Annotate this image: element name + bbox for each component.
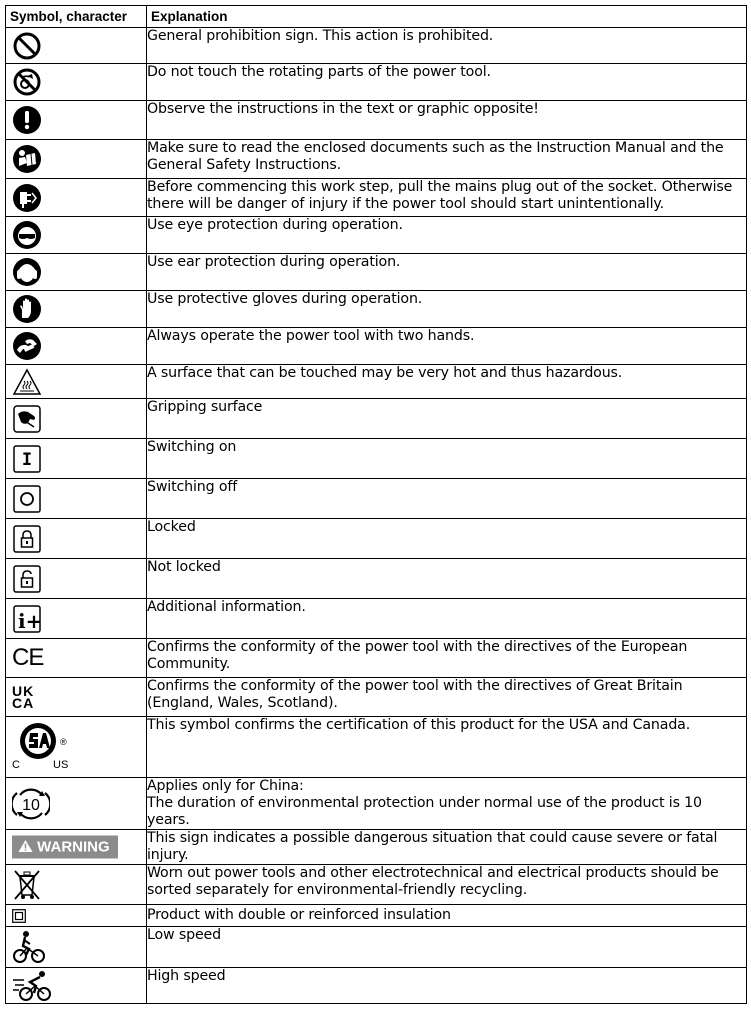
ukca-top: UK <box>12 683 35 699</box>
table-row <box>6 291 747 328</box>
symbol-cell <box>6 968 147 1004</box>
symbol-cell <box>6 399 147 439</box>
explanation-cell: High speed <box>147 968 747 1004</box>
table-row <box>6 968 747 1004</box>
csa-c-label: C <box>12 759 20 771</box>
explanation-cell: Not locked <box>147 559 747 599</box>
china-efup-10-icon <box>12 785 50 823</box>
warning-triangle-icon <box>18 840 33 853</box>
china-line-1: Applies only for China: <box>147 778 304 794</box>
explanation-cell: Additional information. <box>147 599 747 639</box>
table-row <box>6 254 747 291</box>
table-header-row <box>6 6 747 28</box>
explanation-cell: Product with double or reinforced insulation <box>147 905 747 927</box>
symbol-cell <box>6 778 147 830</box>
symbol-cell <box>6 717 147 778</box>
explanation-cell: Worn out power tools and other electrotechnical and electrical products should be sorted separately for environmental-friendly recycling. <box>147 865 747 905</box>
symbol-legend-table <box>5 5 747 1004</box>
symbol-cell <box>6 519 147 559</box>
ear-protection-icon <box>12 257 42 287</box>
svg-text:10: 10 <box>22 796 40 814</box>
explanation-cell: Observe the instructions in the text or graphic opposite! <box>147 101 747 140</box>
no-touch-rotating-parts-icon <box>12 67 42 97</box>
exclamation-mandatory-icon <box>12 105 42 135</box>
additional-info-icon <box>12 604 42 634</box>
table-row <box>6 328 747 365</box>
symbol-cell <box>6 365 147 399</box>
table-row <box>6 559 747 599</box>
protective-gloves-icon <box>12 294 42 324</box>
two-hands-icon <box>12 331 42 361</box>
table-row <box>6 179 747 217</box>
header-symbol: Symbol, character <box>6 6 147 28</box>
explanation-cell: This sign indicates a possible dangerous situation that could cause severe or fatal injury. <box>147 830 747 865</box>
explanation-cell: Use eye protection during operation. <box>147 217 747 254</box>
csa-mark-icon <box>10 721 70 773</box>
table-row <box>6 479 747 519</box>
hot-surface-icon <box>12 368 42 396</box>
locked-icon <box>12 524 42 554</box>
symbol-cell <box>6 101 147 140</box>
unlocked-icon <box>12 564 42 594</box>
symbol-cell <box>6 439 147 479</box>
table-row <box>6 64 747 101</box>
symbol-cell <box>6 28 147 64</box>
table-row <box>6 905 747 927</box>
csa-us-label: US <box>53 759 69 771</box>
explanation-cell: Before commencing this work step, pull the mains plug out of the socket. Otherwise there will be danger of injury if the power tool should start unintentionally. <box>147 179 747 217</box>
table-row <box>6 399 747 439</box>
warning-label: WARNING <box>37 838 110 856</box>
symbol-cell <box>6 559 147 599</box>
svg-text:i+: i+ <box>18 608 42 633</box>
high-speed-icon <box>12 970 52 1002</box>
symbol-cell <box>6 927 147 968</box>
symbol-cell <box>6 254 147 291</box>
symbol-cell <box>6 599 147 639</box>
csa-registered: ® <box>60 737 67 747</box>
warning-badge-icon <box>12 836 118 859</box>
symbol-cell <box>6 140 147 179</box>
table-row <box>6 365 747 399</box>
svg-text:I: I <box>21 449 33 470</box>
symbol-cell <box>6 291 147 328</box>
explanation-cell: Confirms the conformity of the power tool with the directives of Great Britain (England, Wales, Scotland). <box>147 678 747 717</box>
table-row <box>6 717 747 778</box>
symbol-cell <box>6 479 147 519</box>
table-row <box>6 101 747 140</box>
table-row <box>6 927 747 968</box>
explanation-cell: General prohibition sign. This action is prohibited. <box>147 28 747 64</box>
explanation-cell: Use ear protection during operation. <box>147 254 747 291</box>
explanation-cell: Switching on <box>147 439 747 479</box>
switch-on-icon <box>12 444 42 474</box>
explanation-cell: Switching off <box>147 479 747 519</box>
explanation-cell: Confirms the conformity of the power tool with the directives of the European Community. <box>147 639 747 678</box>
table-row <box>6 439 747 479</box>
unplug-mains-icon <box>12 183 42 213</box>
symbol-cell <box>6 179 147 217</box>
table-row <box>6 865 747 905</box>
explanation-cell: Locked <box>147 519 747 559</box>
symbol-cell <box>6 639 147 678</box>
explanation-cell: This symbol confirms the certification of this product for the USA and Canada. <box>147 717 747 778</box>
symbol-cell <box>6 678 147 717</box>
symbol-cell <box>6 865 147 905</box>
table-row <box>6 639 747 678</box>
table-row <box>6 678 747 717</box>
general-prohibition-icon <box>12 31 42 61</box>
explanation-cell: Low speed <box>147 927 747 968</box>
explanation-cell: Gripping surface <box>147 399 747 439</box>
explanation-cell: Do not touch the rotating parts of the power tool. <box>147 64 747 101</box>
read-manual-icon <box>12 144 42 174</box>
symbol-cell <box>6 328 147 365</box>
symbol-cell <box>6 64 147 101</box>
explanation-cell: A surface that can be touched may be very hot and thus hazardous. <box>147 365 747 399</box>
explanation-cell: Make sure to read the enclosed documents such as the Instruction Manual and the General Safety Instructions. <box>147 140 747 179</box>
table-row <box>6 599 747 639</box>
weee-crossed-bin-icon <box>12 868 42 902</box>
explanation-cell: Always operate the power tool with two hands. <box>147 328 747 365</box>
eye-protection-icon <box>12 220 42 250</box>
china-line-2: The duration of environmental protection under normal use of the product is 10 years. <box>147 795 702 828</box>
symbol-cell <box>6 830 147 865</box>
table-row <box>6 830 747 865</box>
table-row <box>6 778 747 830</box>
header-explanation: Explanation <box>147 6 747 28</box>
explanation-cell: Use protective gloves during operation. <box>147 291 747 328</box>
symbol-cell <box>6 217 147 254</box>
gripping-surface-icon <box>12 404 42 434</box>
table-row <box>6 217 747 254</box>
table-row <box>6 140 747 179</box>
double-insulation-icon <box>12 909 26 923</box>
ukca-mark-icon <box>12 685 34 709</box>
switch-off-icon <box>12 484 42 514</box>
low-speed-icon <box>12 930 46 964</box>
table-row <box>6 28 747 64</box>
ce-mark-icon: CE <box>12 644 44 671</box>
table-row <box>6 519 747 559</box>
symbol-cell <box>6 905 147 927</box>
explanation-cell <box>147 778 747 830</box>
ukca-bottom: CA <box>12 695 35 711</box>
